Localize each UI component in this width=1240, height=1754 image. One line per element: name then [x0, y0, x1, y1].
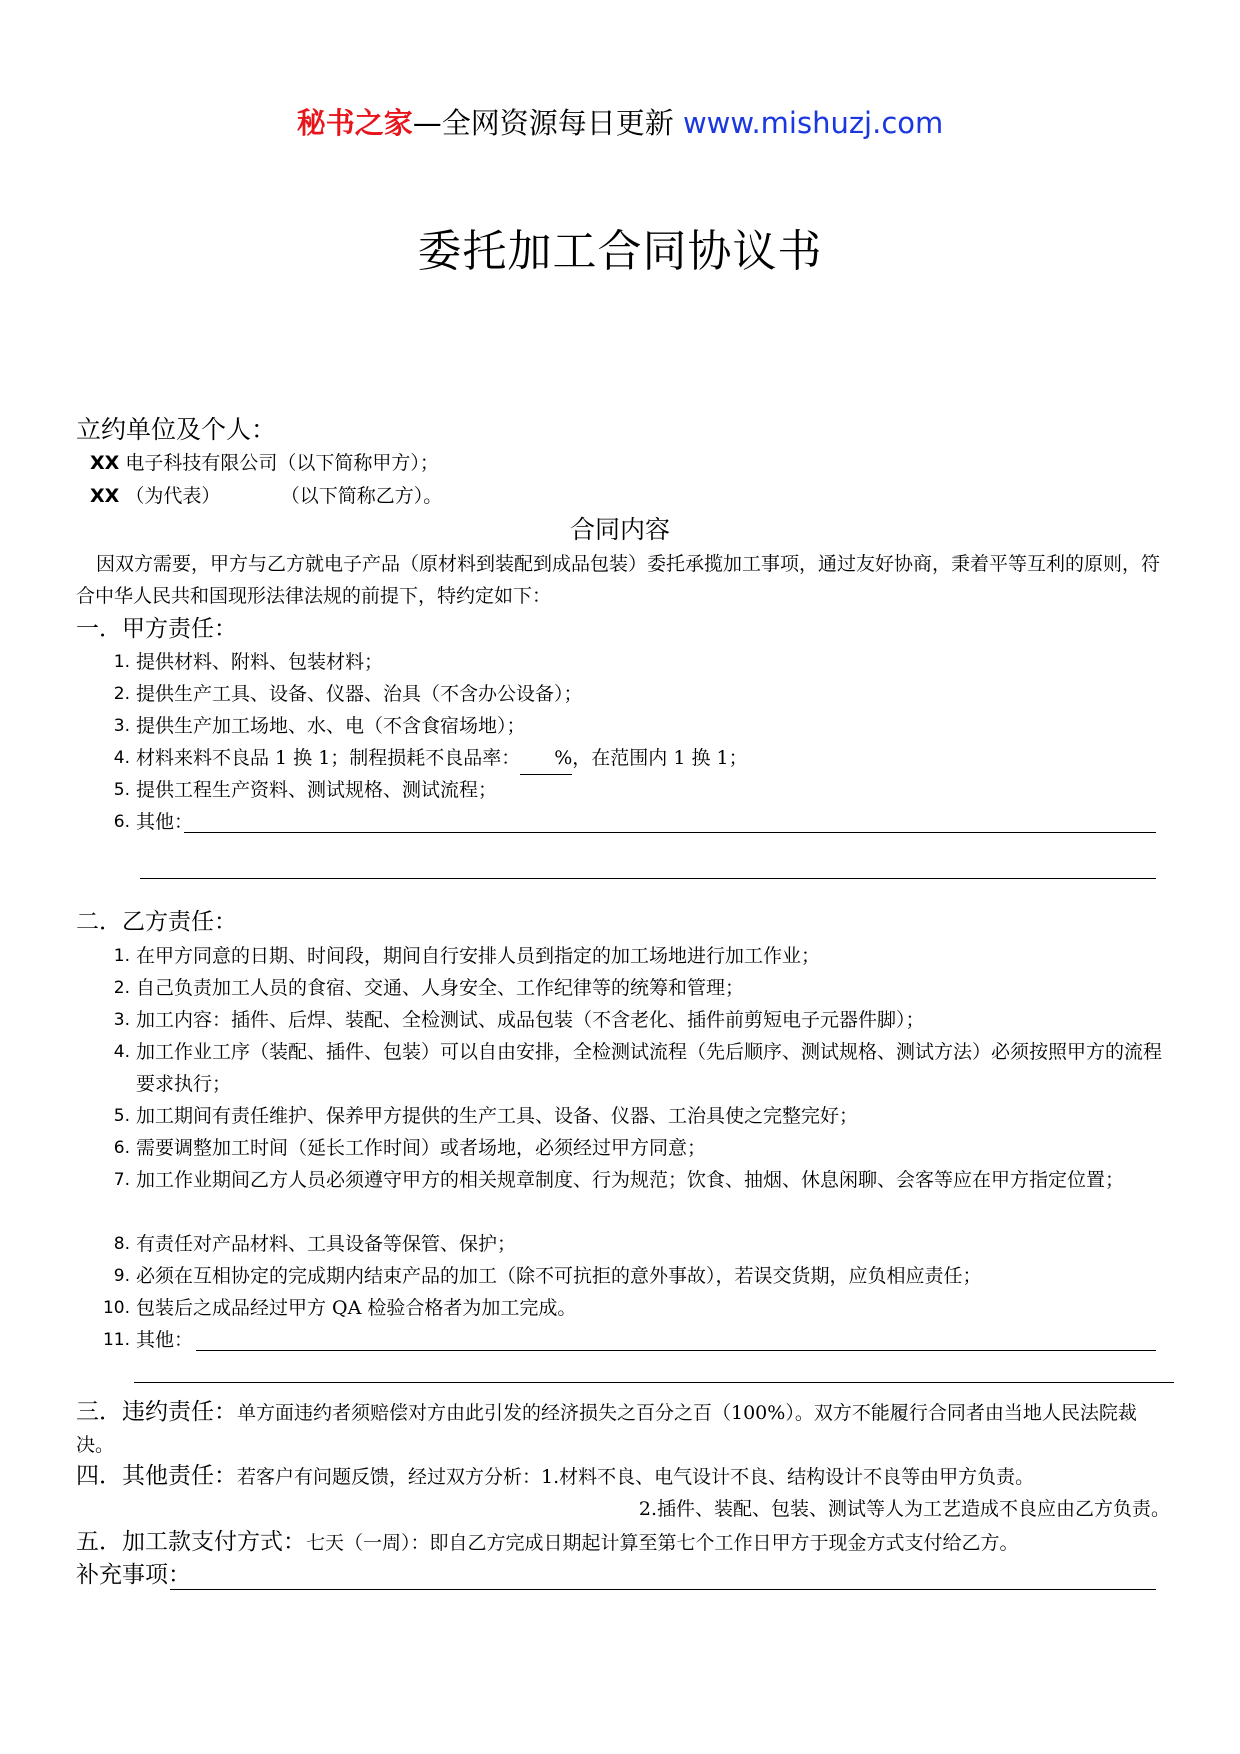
content-title: 合同内容	[569, 515, 670, 544]
section4	[76, 1460, 1170, 1493]
party-b-text: （为代表） （以下简称乙方）。	[125, 485, 443, 507]
supplement-blank-line[interactable]	[170, 1589, 1156, 1590]
intro-paragraph	[76, 548, 1166, 612]
party-a-prefix: XX	[90, 452, 120, 474]
intro-text: 因双方需要，甲方与乙方就电子产品（原材料到装配到成品包装）委托承揽加工事项，通过友好协商，秉着平等互利的原则，符合中华人民共和国现形法律法规的前提下，特约定如下：	[76, 553, 1161, 607]
brand-name: 秘书之家	[296, 106, 413, 140]
section3	[76, 1396, 1170, 1461]
section4-text-2: 2.插件、装配、包装、测试等人为工艺造成不良应由乙方负责。	[638, 1498, 1170, 1520]
section3-heading: 三．违约责任：	[76, 1399, 237, 1425]
section4-heading: 四．其他责任：	[76, 1463, 237, 1489]
parties-heading: 立约单位及个人：	[76, 415, 277, 444]
party-b	[90, 481, 442, 511]
party-a	[90, 448, 439, 478]
section5-heading: 五．加工款支付方式：	[76, 1529, 306, 1555]
section2-other-blank-line-2[interactable]	[134, 1382, 1174, 1383]
section2-heading: 二．乙方责任：	[76, 909, 237, 935]
section2-other-blank-line[interactable]	[196, 1350, 1156, 1351]
party-a-text: 电子科技有限公司（以下简称甲方）；	[125, 452, 439, 474]
site-header	[0, 100, 1240, 146]
section3-text: 单方面违约者须赔偿对方由此引发的经济损失之百分之百（100%）。双方不能履行合同者由当地人民法院裁决。	[76, 1402, 1137, 1456]
section5	[76, 1526, 1170, 1559]
section1-other-blank-line-2[interactable]	[140, 878, 1156, 879]
defect-rate-blank[interactable]: %	[520, 742, 572, 775]
section1-heading: 一．甲方责任：	[76, 616, 237, 642]
section4-text: 若客户有问题反馈，经过双方分析：1.材料不良、电气设计不良、结构设计不良等由甲方负责。	[237, 1466, 1035, 1488]
document-page: 秘书之家—全网资源每日更新 www.mishuzj.com 委托加工合同协议书 立约单位及个人： XX 电子科技有限公司（以下简称甲方）； XX （为代表） （以下简称乙方）。 合同内容 因双方需要，甲方与乙方就电子产品（原材料到装配到成品包装）委托承揽加工事项，通过友好协商，秉着平等互利的原则，符合中华人民共和国现形法律法规的前提下，特约定如下： 一．甲方责任： 1. 提供材料、附料、包装材料； 2. 提供生产工具、设备、仪器、治具（不含办公设备）； 3. 提供生产加工场地、水、电（不含食宿场地）； 4. 材料来料不良品 1 换 1；制程损耗不良品率： %，在范围内 1 换 1； 5. 提供工程生产资料、测试规格、测试流程； 6. 其他： 二．乙方责任： 1. 在甲方同意的日期、时间段，期间自行安排人员到指定的加工场地进行加工作业； 2. 自己负责加工人员的食宿、交通、人身安全、工作纪律等的统筹和管理； 3. 加工内容：插件、后焊、装配、全检测试、成品包装（不含老化、插件前剪短电子元器件脚）； 4. 加工作业工序（装配、插件、包装）可以自由安排，全检测试流程（先后顺序、测试规格、测试方法）必须按照甲方的流程要求执行； 5. 加工期间有责任维护、保养甲方提供的生产工具、设备、仪器、工治具使之完整完好； 6. 需要调整加工时间（延长工作时间）或者场地，必须经过甲方同意； 7. 加工作业期间乙方人员必须遵守甲方的相关规章制度、行为规范；饮食、抽烟、休息闲聊、会客等应在甲方指定位置； 8. 有责任对产品材料、工具设备等保管、保护； 9. 必须在互相协定的完成期内结束产品的加工（除不可抗拒的意外事故），若误交货期，应负相应责任； 10. 包装后之成品经过甲方 QA 检验合格者为加工完成。 11. 其他： 三．违约责任：单方面违约者须赔偿对方由此引发的经济损失之百分之百（100%）。双方不能履行合同者由当地人民法院裁决。 四．其他责任：若客户有问题反馈，经过双方分析：1.材料不良、电气设计不良、结构设计不良等由甲方负责。 2.插件、装配、包装、测试等人为工艺造成不良应由乙方负责。 五．加工款支付方式：七天（一周）：即自乙方完成日期起计算至第七个工作日甲方于现金方式支付给乙方。 补充事项：	[0, 0, 1240, 1754]
header-tagline: —全网资源每日更新	[412, 106, 674, 140]
supplement-heading: 补充事项：	[76, 1562, 191, 1588]
section5-text: 七天（一周）：即自乙方完成日期起计算至第七个工作日甲方于现金方式支付给乙方。	[306, 1532, 1019, 1554]
document-title: 委托加工合同协议书	[417, 226, 823, 277]
party-b-prefix: XX	[90, 485, 120, 507]
section1-other-blank-line[interactable]	[184, 832, 1156, 833]
site-url-link[interactable]: www.mishuzj.com	[682, 106, 944, 140]
